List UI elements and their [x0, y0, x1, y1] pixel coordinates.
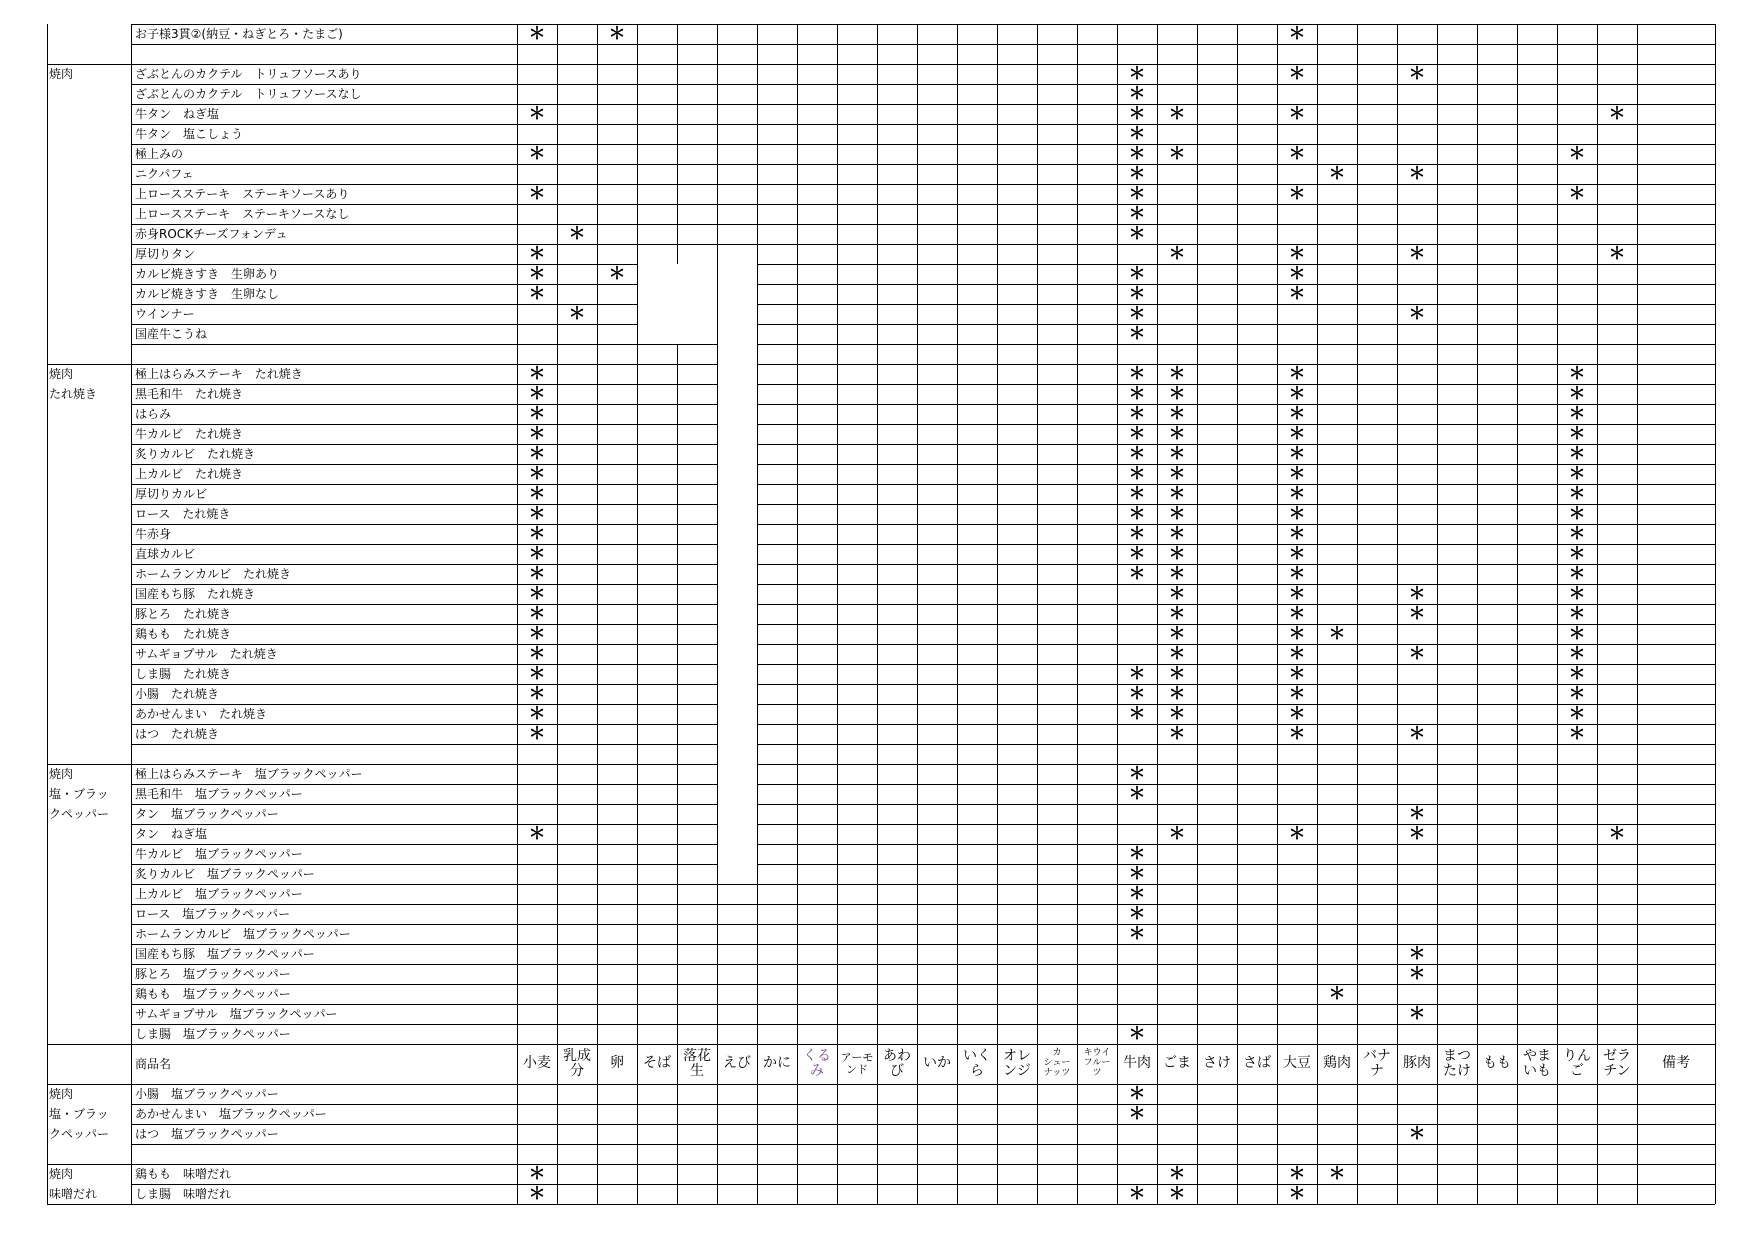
allergen-mark: ＊ — [1128, 84, 1146, 104]
grid-line-vertical — [1357, 24, 1358, 1204]
allergen-mark: ＊ — [1288, 104, 1306, 124]
column-header-name: 商品名 — [135, 1057, 172, 1071]
grid-line-horizontal — [47, 1084, 1715, 1085]
menu-item-name: 上ロースステーキ ステーキソースなし — [135, 207, 350, 221]
allergen-mark: ＊ — [1568, 684, 1586, 704]
column-header-allergen: あわ び — [883, 1047, 911, 1079]
menu-item-name: サムギョプサル 塩ブラックペッパー — [135, 1007, 338, 1021]
allergen-mark: ＊ — [1128, 384, 1146, 404]
menu-item-name: タン ねぎ塩 — [135, 827, 208, 841]
grid-line-vertical — [877, 24, 878, 1204]
menu-item-name: 炙りカルビ 塩ブラックペッパー — [135, 867, 315, 881]
allergen-mark: ＊ — [1168, 624, 1186, 644]
menu-item-name: 小腸 塩ブラックペッパー — [135, 1087, 279, 1101]
allergen-mark: ＊ — [608, 24, 626, 44]
allergen-mark: ＊ — [1408, 724, 1426, 744]
allergen-mark: ＊ — [1128, 464, 1146, 484]
allergen-mark: ＊ — [1288, 144, 1306, 164]
grid-line-vertical — [637, 24, 638, 1204]
menu-item-name: 厚切りカルビ — [135, 487, 208, 501]
allergen-mark: ＊ — [528, 244, 546, 264]
allergen-mark: ＊ — [1128, 764, 1146, 784]
menu-item-name: 極上はらみステーキ たれ焼き — [135, 367, 303, 381]
menu-item-name: 鶏もも 味噌だれ — [135, 1167, 232, 1181]
menu-item-name: 黒毛和牛 塩ブラックペッパー — [135, 787, 303, 801]
allergen-mark: ＊ — [1288, 704, 1306, 724]
allergen-mark: ＊ — [1128, 304, 1146, 324]
allergen-mark: ＊ — [528, 624, 546, 644]
allergen-mark: ＊ — [1568, 484, 1586, 504]
menu-item-name: 牛赤身 — [135, 527, 172, 541]
allergen-mark: ＊ — [1128, 164, 1146, 184]
menu-item-name: 炙りカルビ たれ焼き — [135, 447, 256, 461]
allergen-mark: ＊ — [1568, 724, 1586, 744]
allergen-mark: ＊ — [1408, 1124, 1426, 1144]
allergen-mark: ＊ — [1168, 244, 1186, 264]
grid-line-vertical — [597, 24, 598, 1204]
grid-line-vertical — [957, 24, 958, 1204]
menu-item-name: 国産牛こうね — [135, 327, 208, 341]
allergen-mark: ＊ — [1128, 1104, 1146, 1124]
allergen-mark: ＊ — [1128, 144, 1146, 164]
menu-item-name: 直球カルビ — [135, 547, 196, 561]
menu-item-name: 牛カルビ 塩ブラックペッパー — [135, 847, 303, 861]
allergen-mark: ＊ — [1608, 824, 1626, 844]
grid-line-vertical — [1237, 24, 1238, 1204]
allergen-mark: ＊ — [1288, 264, 1306, 284]
allergen-mark: ＊ — [1128, 224, 1146, 244]
allergen-mark: ＊ — [528, 484, 546, 504]
allergen-mark: ＊ — [1568, 144, 1586, 164]
allergen-mark: ＊ — [528, 684, 546, 704]
menu-item-name: ざぶとんのカクテル トリュフソースなし — [135, 87, 362, 101]
allergen-mark: ＊ — [1288, 824, 1306, 844]
column-header-allergen: りん ご — [1563, 1047, 1591, 1079]
allergen-mark: ＊ — [528, 364, 546, 384]
grid-line-vertical — [1597, 24, 1598, 1204]
category-label: 焼肉 たれ焼き — [49, 367, 98, 401]
column-header-allergen: アーモ ンド — [840, 1050, 874, 1076]
allergen-mark: ＊ — [1128, 864, 1146, 884]
menu-item-name: あかせんまい 塩ブラックペッパー — [135, 1107, 327, 1121]
menu-item-name: ホームランカルビ たれ焼き — [135, 567, 292, 581]
allergen-mark: ＊ — [528, 264, 546, 284]
allergen-mark: ＊ — [1608, 104, 1626, 124]
allergen-mark: ＊ — [1568, 544, 1586, 564]
allergen-mark: ＊ — [1288, 584, 1306, 604]
allergen-mark: ＊ — [1568, 504, 1586, 524]
allergen-mark: ＊ — [1128, 324, 1146, 344]
allergen-mark: ＊ — [1568, 564, 1586, 584]
allergen-mark: ＊ — [1128, 844, 1146, 864]
menu-item-name: ロース 塩ブラックペッパー — [135, 907, 291, 921]
menu-item-name: 小腸 たれ焼き — [135, 687, 220, 701]
menu-item-name: 極上はらみステーキ 塩ブラックペッパー — [135, 767, 363, 781]
allergen-mark: ＊ — [1168, 604, 1186, 624]
grid-line-vertical — [1037, 24, 1038, 1204]
allergen-mark: ＊ — [1288, 684, 1306, 704]
column-header-allergen: くる み — [803, 1047, 831, 1079]
allergen-table — [47, 24, 1715, 1216]
menu-item-name: あかせんまい たれ焼き — [135, 707, 268, 721]
allergen-mark: ＊ — [1408, 604, 1426, 624]
allergen-mark: ＊ — [1288, 364, 1306, 384]
allergen-mark: ＊ — [1288, 444, 1306, 464]
allergen-mark: ＊ — [1568, 184, 1586, 204]
menu-item-name: タン 塩ブラックペッパー — [135, 807, 279, 821]
menu-item-name: 牛タン 塩こしょう — [135, 127, 244, 141]
menu-item-name: お子様3貫②(納豆・ねぎとろ・たまご) — [135, 27, 343, 41]
allergen-mark: ＊ — [1328, 984, 1346, 1004]
allergen-mark: ＊ — [1288, 624, 1306, 644]
allergen-mark: ＊ — [1128, 1084, 1146, 1104]
allergen-mark: ＊ — [1168, 704, 1186, 724]
allergen-mark: ＊ — [1128, 544, 1146, 564]
allergen-mark: ＊ — [1288, 184, 1306, 204]
allergen-mark: ＊ — [528, 524, 546, 544]
allergen-mark: ＊ — [1408, 964, 1426, 984]
allergen-mark: ＊ — [1408, 584, 1426, 604]
column-header-allergen: カ シュー ナッツ — [1043, 1048, 1071, 1078]
allergen-mark: ＊ — [1568, 644, 1586, 664]
allergen-mark: ＊ — [1288, 1184, 1306, 1204]
menu-item-name: 極上みの — [135, 147, 184, 161]
allergen-mark: ＊ — [1408, 244, 1426, 264]
column-header-allergen: 小麦 — [523, 1055, 551, 1072]
allergen-mark: ＊ — [528, 104, 546, 124]
allergen-mark: ＊ — [528, 444, 546, 464]
menu-item-name: しま腸 味噌だれ — [135, 1187, 232, 1201]
menu-item-name: しま腸 塩ブラックペッパー — [135, 1027, 291, 1041]
allergen-mark: ＊ — [1128, 404, 1146, 424]
allergen-mark: ＊ — [1128, 524, 1146, 544]
allergen-mark: ＊ — [1128, 284, 1146, 304]
allergen-mark: ＊ — [528, 1184, 546, 1204]
allergen-mark: ＊ — [1128, 684, 1146, 704]
grid-line-vertical — [1197, 24, 1198, 1204]
menu-item-name: しま腸 たれ焼き — [135, 667, 232, 681]
category-label: 焼肉 塩・ブラッ クペッパー — [49, 767, 110, 821]
allergen-mark: ＊ — [1168, 564, 1186, 584]
blank-area — [638, 264, 717, 344]
menu-item-name: 牛カルビ たれ焼き — [135, 427, 244, 441]
allergen-mark: ＊ — [1168, 664, 1186, 684]
allergen-mark: ＊ — [1128, 904, 1146, 924]
grid-line-vertical — [1077, 24, 1078, 1204]
column-header-allergen: 落花 生 — [683, 1047, 711, 1079]
allergen-mark: ＊ — [1168, 144, 1186, 164]
allergen-mark: ＊ — [1128, 884, 1146, 904]
allergen-mark: ＊ — [1328, 1164, 1346, 1184]
menu-item-name: ざぶとんのカクテル トリュフソースあり — [135, 67, 362, 81]
allergen-mark: ＊ — [1408, 164, 1426, 184]
grid-line-vertical — [1437, 24, 1438, 1204]
menu-item-name: 上ロースステーキ ステーキソースあり — [135, 187, 350, 201]
allergen-mark: ＊ — [1288, 664, 1306, 684]
allergen-mark: ＊ — [1168, 524, 1186, 544]
grid-line-vertical — [837, 24, 838, 1204]
allergen-mark: ＊ — [1168, 1184, 1186, 1204]
menu-item-name: 国産もち豚 たれ焼き — [135, 587, 256, 601]
menu-item-name: カルビ焼きすき 生卵なし — [135, 287, 280, 301]
menu-item-name: 豚とろ たれ焼き — [135, 607, 232, 621]
blank-area — [718, 264, 757, 884]
allergen-mark: ＊ — [1288, 564, 1306, 584]
allergen-mark: ＊ — [528, 604, 546, 624]
column-header-allergen: 鶏肉 — [1323, 1055, 1351, 1072]
allergen-mark: ＊ — [528, 824, 546, 844]
allergen-mark: ＊ — [1288, 64, 1306, 84]
menu-item-name: 牛タン ねぎ塩 — [135, 107, 220, 121]
column-header-allergen: えび — [723, 1055, 751, 1072]
menu-item-name: サムギョプサル たれ焼き — [135, 647, 278, 661]
allergen-mark: ＊ — [1288, 644, 1306, 664]
allergen-mark: ＊ — [528, 704, 546, 724]
menu-item-name: 国産もち豚 塩ブラックペッパー — [135, 947, 315, 961]
allergen-mark: ＊ — [1408, 1004, 1426, 1024]
allergen-mark: ＊ — [1568, 384, 1586, 404]
menu-item-name: ホームランカルビ 塩ブラックペッパー — [135, 927, 351, 941]
allergen-mark: ＊ — [528, 384, 546, 404]
allergen-mark: ＊ — [1128, 704, 1146, 724]
grid-line-vertical — [1715, 24, 1716, 1204]
allergen-mark: ＊ — [1288, 384, 1306, 404]
allergen-mark: ＊ — [1288, 524, 1306, 544]
allergen-mark: ＊ — [1408, 824, 1426, 844]
category-label: 焼肉 塩・ブラッ クペッパー — [49, 1087, 110, 1141]
grid-line-horizontal — [47, 364, 1715, 365]
menu-item-name: 赤身ROCKチーズフォンデュ — [135, 227, 288, 241]
allergen-mark: ＊ — [1128, 184, 1146, 204]
column-header-allergen: 卵 — [610, 1055, 624, 1072]
allergen-mark: ＊ — [1568, 364, 1586, 384]
allergen-mark: ＊ — [1408, 944, 1426, 964]
allergen-mark: ＊ — [1408, 644, 1426, 664]
column-header-allergen: 乳成 分 — [563, 1047, 591, 1079]
column-header-allergen: さば — [1243, 1055, 1271, 1072]
allergen-mark: ＊ — [1168, 464, 1186, 484]
allergen-mark: ＊ — [1128, 64, 1146, 84]
allergen-mark: ＊ — [1168, 384, 1186, 404]
column-header-allergen: ゼラ チン — [1603, 1047, 1631, 1079]
category-label: 焼肉 味噌だれ — [49, 1167, 98, 1201]
allergen-mark: ＊ — [1168, 684, 1186, 704]
menu-item-name: はらみ — [135, 407, 172, 421]
column-header-allergen: そば — [643, 1055, 671, 1072]
allergen-mark: ＊ — [1288, 404, 1306, 424]
allergen-mark: ＊ — [1288, 1164, 1306, 1184]
column-header-allergen: ごま — [1163, 1055, 1191, 1072]
allergen-mark: ＊ — [528, 644, 546, 664]
allergen-mark: ＊ — [1288, 284, 1306, 304]
allergen-mark: ＊ — [1128, 564, 1146, 584]
allergen-mark: ＊ — [1168, 104, 1186, 124]
column-header-allergen: オレ ンジ — [1003, 1047, 1031, 1079]
grid-line-vertical — [1517, 24, 1518, 1204]
allergen-mark: ＊ — [1568, 584, 1586, 604]
allergen-mark: ＊ — [528, 504, 546, 524]
allergen-mark: ＊ — [1568, 464, 1586, 484]
allergen-mark: ＊ — [1168, 444, 1186, 464]
allergen-mark: ＊ — [528, 424, 546, 444]
grid-line-vertical — [1637, 24, 1638, 1204]
grid-line-vertical — [997, 24, 998, 1204]
allergen-mark: ＊ — [1128, 1024, 1146, 1044]
allergen-mark: ＊ — [528, 184, 546, 204]
allergen-mark: ＊ — [1408, 804, 1426, 824]
allergen-mark: ＊ — [1128, 664, 1146, 684]
menu-item-name: はつ 塩ブラックペッパー — [135, 1127, 279, 1141]
grid-line-horizontal — [47, 764, 1715, 765]
grid-line-horizontal — [47, 1204, 1715, 1205]
column-header-allergen: もも — [1483, 1055, 1511, 1072]
allergen-mark: ＊ — [1608, 244, 1626, 264]
grid-line-vertical — [131, 24, 132, 1204]
allergen-mark: ＊ — [1128, 264, 1146, 284]
allergen-mark: ＊ — [1168, 544, 1186, 564]
allergen-mark: ＊ — [1168, 584, 1186, 604]
column-header-allergen: いく ら — [963, 1047, 991, 1079]
allergen-mark: ＊ — [1568, 664, 1586, 684]
allergen-mark: ＊ — [1128, 424, 1146, 444]
grid-line-vertical — [1317, 24, 1318, 1204]
menu-item-name: カルビ焼きすき 生卵あり — [135, 267, 280, 281]
allergen-mark: ＊ — [1408, 304, 1426, 324]
column-header-remarks: 備考 — [1662, 1055, 1690, 1072]
allergen-mark: ＊ — [1568, 444, 1586, 464]
menu-item-name: 鶏もも 塩ブラックペッパー — [135, 987, 291, 1001]
menu-item-name: ロース たれ焼き — [135, 507, 231, 521]
column-header-allergen: 牛肉 — [1123, 1055, 1151, 1072]
allergen-mark: ＊ — [528, 24, 546, 44]
allergen-mark: ＊ — [1568, 524, 1586, 544]
column-header-allergen: バナ ナ — [1363, 1047, 1391, 1079]
allergen-mark: ＊ — [1328, 164, 1346, 184]
column-header-allergen: いか — [923, 1055, 951, 1072]
allergen-mark: ＊ — [1288, 424, 1306, 444]
allergen-mark: ＊ — [1568, 624, 1586, 644]
grid-line-vertical — [917, 24, 918, 1204]
column-header-allergen: やま いも — [1523, 1047, 1551, 1079]
column-header-allergen: 大豆 — [1283, 1055, 1311, 1072]
allergen-mark: ＊ — [528, 544, 546, 564]
allergen-mark: ＊ — [1128, 1184, 1146, 1204]
allergen-mark: ＊ — [1128, 924, 1146, 944]
grid-line-vertical — [1477, 24, 1478, 1204]
grid-line-vertical — [47, 24, 48, 1204]
allergen-mark: ＊ — [528, 404, 546, 424]
grid-line-vertical — [677, 24, 678, 1204]
allergen-mark: ＊ — [1168, 504, 1186, 524]
allergen-mark: ＊ — [1328, 624, 1346, 644]
allergen-mark: ＊ — [1568, 604, 1586, 624]
allergen-mark: ＊ — [1168, 404, 1186, 424]
allergen-mark: ＊ — [528, 584, 546, 604]
grid-line-vertical — [797, 24, 798, 1204]
allergen-mark: ＊ — [1168, 824, 1186, 844]
allergen-mark: ＊ — [528, 144, 546, 164]
grid-line-vertical — [557, 24, 558, 1204]
allergen-mark: ＊ — [568, 224, 586, 244]
allergen-mark: ＊ — [1288, 464, 1306, 484]
menu-item-name: 鶏もも たれ焼き — [135, 627, 232, 641]
allergen-mark: ＊ — [1168, 364, 1186, 384]
allergen-mark: ＊ — [1288, 244, 1306, 264]
allergen-mark: ＊ — [1288, 504, 1306, 524]
column-header-allergen: さけ — [1203, 1055, 1231, 1072]
grid-line-horizontal — [47, 64, 1715, 65]
menu-item-name: 厚切りタン — [135, 247, 196, 261]
grid-line-vertical — [757, 24, 758, 1204]
column-header-allergen: キウイ フルー ツ — [1083, 1048, 1111, 1078]
allergen-mark: ＊ — [528, 564, 546, 584]
allergen-mark: ＊ — [1128, 784, 1146, 804]
menu-item-name: 上カルビ 塩ブラックペッパー — [135, 887, 303, 901]
allergen-mark: ＊ — [1128, 504, 1146, 524]
allergen-mark: ＊ — [1568, 404, 1586, 424]
menu-item-name: 黒毛和牛 たれ焼き — [135, 387, 244, 401]
allergen-mark: ＊ — [528, 664, 546, 684]
allergen-mark: ＊ — [1288, 604, 1306, 624]
allergen-mark: ＊ — [1568, 424, 1586, 444]
menu-item-name: ニクパフェ — [135, 167, 194, 181]
column-header-allergen: 豚肉 — [1403, 1055, 1431, 1072]
allergen-mark: ＊ — [528, 464, 546, 484]
allergen-mark: ＊ — [1128, 484, 1146, 504]
allergen-mark: ＊ — [1168, 484, 1186, 504]
allergen-mark: ＊ — [1288, 724, 1306, 744]
allergen-mark: ＊ — [528, 1164, 546, 1184]
allergen-mark: ＊ — [1288, 544, 1306, 564]
allergen-mark: ＊ — [1128, 364, 1146, 384]
menu-item-name: 上カルビ たれ焼き — [135, 467, 244, 481]
allergen-mark: ＊ — [1168, 424, 1186, 444]
category-label: 焼肉 — [49, 67, 74, 81]
allergen-mark: ＊ — [1168, 1164, 1186, 1184]
allergen-mark: ＊ — [1128, 124, 1146, 144]
menu-item-name: はつ たれ焼き — [135, 727, 220, 741]
allergen-mark: ＊ — [608, 264, 626, 284]
allergen-mark: ＊ — [1168, 724, 1186, 744]
column-header-allergen: かに — [763, 1055, 791, 1072]
menu-item-name: 豚とろ 塩ブラックペッパー — [135, 967, 291, 981]
allergen-mark: ＊ — [528, 284, 546, 304]
grid-line-horizontal — [47, 1164, 1715, 1165]
allergen-mark: ＊ — [1408, 64, 1426, 84]
allergen-mark: ＊ — [1128, 104, 1146, 124]
allergen-mark: ＊ — [568, 304, 586, 324]
allergen-mark: ＊ — [1568, 704, 1586, 724]
allergen-mark: ＊ — [1288, 24, 1306, 44]
allergen-mark: ＊ — [528, 724, 546, 744]
allergen-mark: ＊ — [1168, 644, 1186, 664]
menu-item-name: ウインナー — [135, 307, 195, 321]
allergen-mark: ＊ — [1128, 204, 1146, 224]
allergen-mark: ＊ — [1288, 484, 1306, 504]
column-header-allergen: まつ たけ — [1443, 1047, 1471, 1079]
allergen-mark: ＊ — [1128, 444, 1146, 464]
